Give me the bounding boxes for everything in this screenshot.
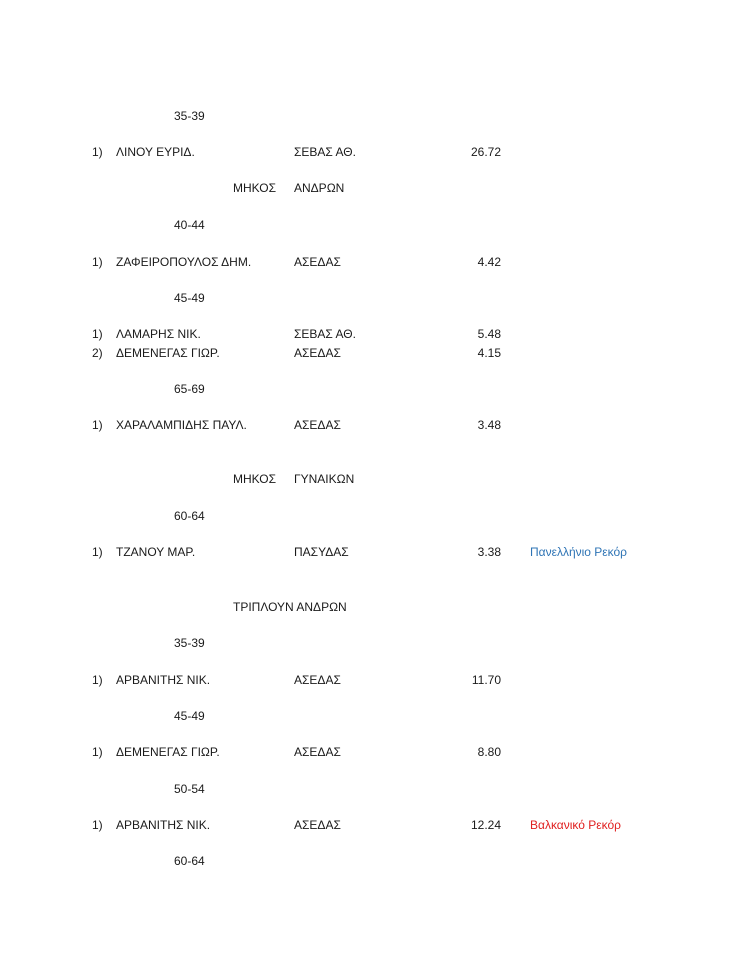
age-group-label: 35-39 (174, 636, 205, 650)
club-name: ΠΑΣΥΔΑΣ (294, 545, 349, 559)
result-mark: 11.70 (471, 673, 501, 687)
result-mark: 12.24 (470, 818, 501, 832)
result-rank: 1) (92, 255, 103, 269)
result-mark: 5.48 (477, 327, 501, 341)
athlete-name: ΔΕΜΕΝΕΓΑΣ ΓΙΩΡ. (116, 346, 220, 360)
age-group-label: 60-64 (174, 509, 205, 523)
age-group-label: 40-44 (174, 218, 205, 232)
age-group-label: 65-69 (174, 382, 205, 396)
club-name: ΑΣΕΔΑΣ (294, 673, 341, 687)
result-mark: 3.38 (477, 545, 501, 559)
event-heading-discipline: ΜΗΚΟΣ (233, 472, 277, 486)
athlete-name: ΧΑΡΑΛΑΜΠΙΔΗΣ ΠΑΥΛ. (116, 418, 247, 432)
result-mark: 26.72 (470, 145, 501, 159)
athlete-name: ΔΕΜΕΝΕΓΑΣ ΓΙΩΡ. (116, 745, 220, 759)
athlete-name: ΛΑΜΑΡΗΣ ΝΙΚ. (116, 327, 201, 341)
age-group-label: 45-49 (174, 291, 205, 305)
age-group-label: 60-64 (174, 854, 205, 868)
result-rank: 1) (92, 818, 103, 832)
result-mark: 4.15 (477, 346, 501, 360)
record-note-national: Πανελλήνιο Ρεκόρ (530, 545, 628, 559)
result-mark: 4.42 (477, 255, 501, 269)
club-name: ΣΕΒΑΣ ΑΘ. (294, 327, 356, 341)
event-heading-category: ΑΝΔΡΩΝ (294, 181, 345, 195)
result-mark: 8.80 (477, 745, 501, 759)
athlete-name: ΑΡΒΑΝΙΤΗΣ ΝΙΚ. (116, 673, 211, 687)
club-name: ΑΣΕΔΑΣ (294, 818, 341, 832)
event-heading-discipline: ΜΗΚΟΣ (233, 181, 277, 195)
age-group-label: 50-54 (174, 782, 205, 796)
club-name: ΑΣΕΔΑΣ (294, 255, 341, 269)
result-rank: 2) (92, 346, 103, 360)
result-rank: 1) (92, 145, 103, 159)
result-rank: 1) (92, 673, 103, 687)
event-heading-category: ΓΥΝΑΙΚΩΝ (294, 472, 355, 486)
result-rank: 1) (92, 745, 103, 759)
athlete-name: ΛΙΝΟΥ ΕΥΡΙΔ. (116, 145, 195, 159)
age-group-label: 35-39 (174, 109, 205, 123)
club-name: ΣΕΒΑΣ ΑΘ. (294, 145, 356, 159)
athlete-name: ΑΡΒΑΝΙΤΗΣ ΝΙΚ. (116, 818, 211, 832)
event-heading: ΤΡΙΠΛΟΥΝ ΑΝΔΡΩΝ (233, 600, 347, 614)
club-name: ΑΣΕΔΑΣ (294, 745, 341, 759)
age-group-label: 45-49 (174, 709, 205, 723)
result-rank: 1) (92, 327, 103, 341)
result-mark: 3.48 (477, 418, 501, 432)
athlete-name: ΤΖΑΝΟΥ ΜΑΡ. (116, 545, 196, 559)
club-name: ΑΣΕΔΑΣ (294, 346, 341, 360)
result-rank: 1) (92, 545, 103, 559)
athlete-name: ΖΑΦΕΙΡΟΠΟΥΛΟΣ ΔΗΜ. (116, 255, 252, 269)
club-name: ΑΣΕΔΑΣ (294, 418, 341, 432)
result-rank: 1) (92, 418, 103, 432)
record-note-balkan: Βαλκανικό Ρεκόρ (530, 818, 621, 832)
